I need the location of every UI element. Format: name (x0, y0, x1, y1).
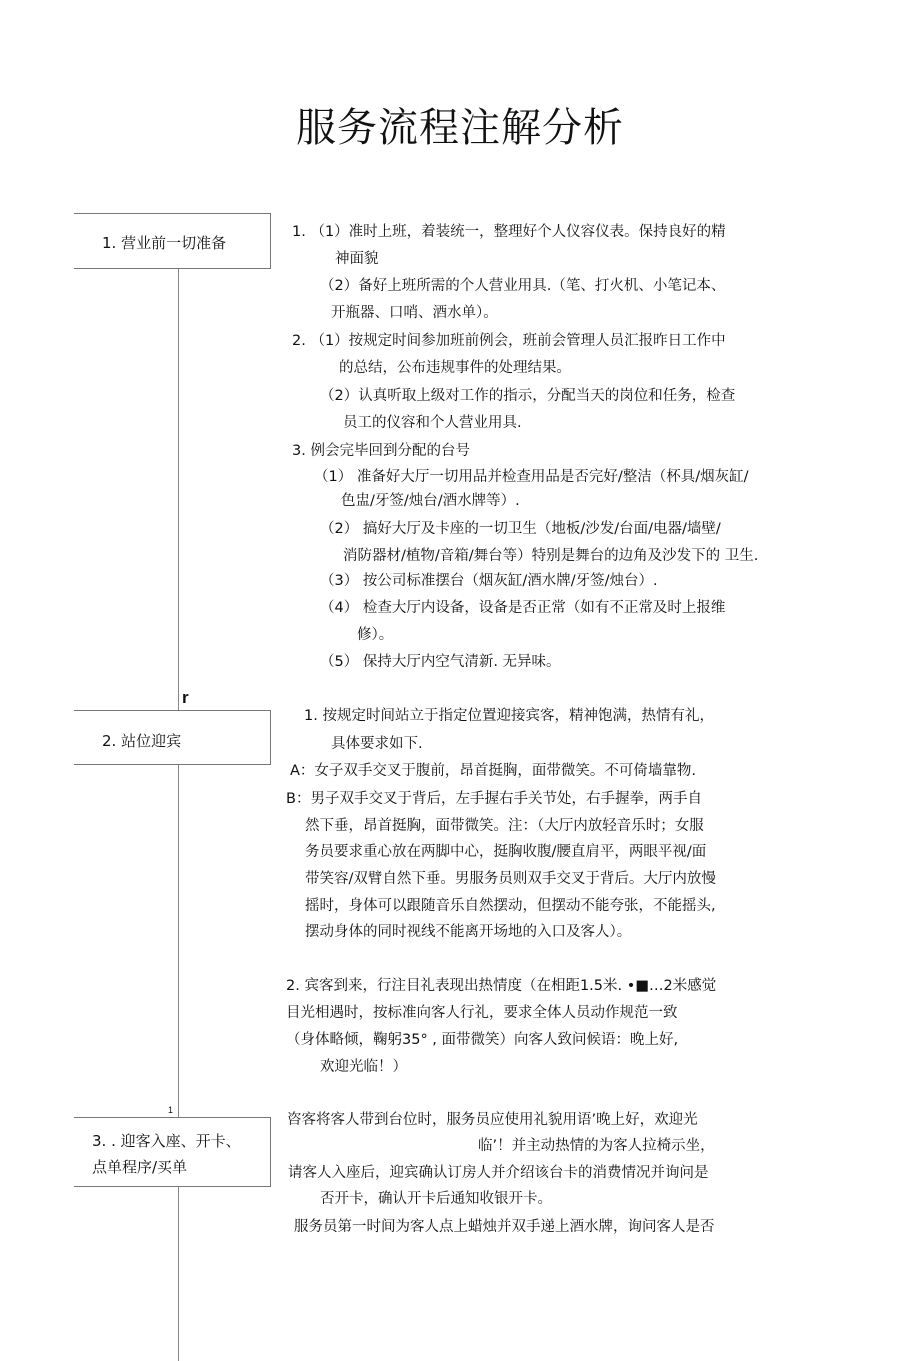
text-line: （5） 保持大厅内空气清新. 无异味。 (320, 654, 561, 670)
text-line: （1） 准备好大厅一切用品并检查用品是否完好/整洁（杯具/烟灰缸/ (314, 469, 749, 485)
text-line: 1. 按规定时间站立于指定位置迎接宾客，精神饱满，热情有礼， (304, 708, 714, 724)
flow-connector-line (178, 268, 179, 1361)
text-line: （4） 检查大厅内设备，设备是否正常（如有不正常及时上报维 (320, 600, 726, 616)
text-line: 神面貌 (335, 251, 379, 267)
text-line: （2） 搞好大厅及卡座的一切卫生（地板/沙发/台面/电器/墙壁/ (320, 521, 721, 537)
text-line: （2）认真听取上级对工作的指示，分配当天的岗位和任务，检查 (320, 388, 736, 404)
step-label: 2. 站位迎宾 (102, 732, 182, 750)
stray-mark-r: r (182, 688, 189, 707)
step-box-1 (74, 213, 271, 269)
text-line: 开瓶器、口哨、酒水单）。 (331, 305, 498, 321)
step-box-3 (74, 1117, 271, 1187)
text-line: 摇时，身体可以跟随音乐自然摆动，但摆动不能夸张，不能摇头, (305, 898, 716, 914)
text-line: 务员要求重心放在两脚中心，挺胸收腹/腰直肩平，两眼平视/面 (305, 844, 707, 860)
text-line: 2. 宾客到来，行注目礼表现出热情度（在相距1.5米. •■…2米感觉 (286, 978, 717, 994)
text-line: 具体要求如下. (331, 736, 423, 752)
text-line: （身体略倾，鞠躬35° , 面带微笑）向客人致问候语：晚上好, (286, 1032, 679, 1048)
text-line: 欢迎光临！） (320, 1059, 407, 1075)
text-line: 2. （1）按规定时间参加班前例会，班前会管理人员汇报昨日工作中 (292, 333, 726, 349)
text-line: B：男子双手交叉于背后，左手握右手关节处，右手握拳，两手自 (286, 791, 702, 807)
step-label: 3. . 迎客入座、开卡、 (92, 1132, 241, 1150)
text-line: 摆动身体的同时视线不能离开场地的入口及客人）。 (305, 924, 632, 940)
text-line: 的总结，公布违规事件的处理结果。 (339, 360, 571, 376)
text-line: A：女子双手交叉于腹前，昂首挺胸，面带微笑。不可倚墙靠物. (290, 763, 697, 779)
text-line: 否开卡，确认开卡后通知收银开卡。 (320, 1191, 552, 1207)
text-line: 3. 例会完毕回到分配的台号 (292, 443, 470, 459)
text-line: 临’！并主动热情的为客人拉椅示坐， (478, 1138, 715, 1154)
text-line: 修）。 (357, 627, 394, 643)
text-line: 咨客将客人带到台位时，服务员应使用礼貌用语’晚上好，欢迎光 (287, 1112, 698, 1128)
text-line: 色盅/牙签/烛台/酒水牌等）. (341, 493, 520, 509)
text-line: 服务员第一时间为客人点上蜡烛并双手递上酒水牌，询问客人是否 (294, 1219, 715, 1235)
text-line: （2）备好上班所需的个人营业用具.（笔、打火机、小笔记本、 (320, 278, 726, 294)
text-line: 带笑容/双臂自然下垂。男服务员则双手交叉于背后。大厅内放慢 (305, 871, 716, 887)
step-label: 点单程序/买单 (92, 1158, 188, 1176)
text-line: 消防器材/植物/音箱/舞台等）特别是舞台的边角及沙发下的 卫生. (343, 548, 759, 564)
page-title: 服务流程注解分析 (296, 105, 624, 151)
text-line: 然下垂，昂首挺胸，面带微笑。注：（大厅内放轻音乐时；女服 (305, 818, 704, 834)
step-box-2 (74, 710, 271, 765)
text-line: 目光相遇时，按标准向客人行礼，要求全体人员动作规范一致 (286, 1005, 678, 1021)
text-line: 请客人入座后，迎宾确认订房人并介绍该台卡的消费情况并询问是 (288, 1165, 709, 1181)
step-label: 1. 营业前一切准备 (102, 234, 227, 252)
text-line: 1. （1）准时上班，着装统一，整理好个人仪容仪表。保持良好的精 (292, 224, 726, 240)
text-line: 员工的仪容和个人营业用具. (343, 415, 522, 431)
stray-mark-1: 1 (168, 1105, 174, 1115)
text-line: （3） 按公司标准摆台（烟灰缸/酒水牌/牙签/烛台）. (320, 573, 658, 589)
